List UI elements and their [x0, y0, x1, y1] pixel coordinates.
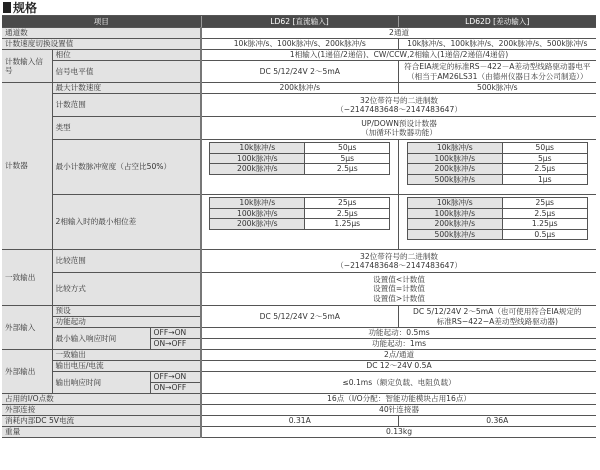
- row-count-range: 计数范围 32位带符号的二进制数 （−2147483648～2147483647）: [2, 94, 596, 117]
- square-bullet-icon: [3, 2, 11, 13]
- row-match-output: 外部输出 一致输出 2点/通道: [2, 350, 596, 361]
- row-in-resp-offon: 最小输入响应时间 OFF→ON 功能起动：0.5ms: [2, 328, 596, 339]
- row-weight: 重量 0.13kg: [2, 427, 596, 438]
- row-output-volt: 输出电压/电流 DC 12～24V 0.5A: [2, 361, 596, 372]
- row-max-speed: 计数器 最大计数速度 200k脉冲/s 500k脉冲/s: [2, 83, 596, 94]
- row-compare-method: 比较方式 设置值<计数值 设置值=计数值 设置值>计数值: [2, 273, 596, 306]
- min-phase-ld62-table: 10k脉冲/s 25μs 100k脉冲/s 2.5μs 200k脉冲/s 1.25μs: [209, 197, 390, 230]
- row-ext-conn: 外部连接 40针连接器: [2, 405, 596, 416]
- row-in-resp-onoff: ON→OFF 功能起动：1ms: [2, 339, 596, 350]
- min-phase-ld62d-table: 10k脉冲/s 25μs 100k脉冲/s 2.5μs 200k脉冲/s 1.25μs 500k脉冲/s 0.5μs: [407, 197, 588, 240]
- row-type: 类型 UP/DOWN预设计数器 （加循环计数器功能）: [2, 117, 596, 140]
- min-pulse-ld62-table: 10k脉冲/s 50μs 100k脉冲/s 5μs 200k脉冲/s 2.5μs: [209, 142, 390, 175]
- row-current: 消耗内部DC 5V电流 0.31A 0.36A: [2, 416, 596, 427]
- row-channels: 通道数 2通道: [2, 28, 596, 39]
- spec-table: [2, 15, 596, 438]
- row-out-resp-onoff: ON→OFF: [2, 383, 596, 394]
- header-row: [2, 16, 596, 28]
- header-item: 项目: [2, 16, 201, 28]
- row-out-resp-offon: 输出响应时间 OFF→ON ≤0.1ms（额定负载、电阻负载）: [2, 372, 596, 383]
- row-func-start: 功能起动: [2, 317, 596, 328]
- row-min-phase: 2相输入时的最小相位差 10k脉冲/s 25μs 100k脉冲/s 2.5μs 200k脉冲/s 1.25μs 10k脉冲/s 25μs 100k脉冲/s 2.5μs 200k脉冲/s 1.25μs 500k脉冲/s 0.5μs: [2, 195, 596, 250]
- header-ld62d: LD62D [差动输入]: [398, 16, 596, 28]
- row-compare-range: 一致输出 比较范围 32位带符号的二进制数 （−2147483648～2147483647）: [2, 250, 596, 273]
- row-speed-switch: 计数速度切换设置值 10k脉冲/s、100k脉冲/s、200k脉冲/s 10k脉冲/s、100k脉冲/s、200k脉冲/s、500k脉冲/s: [2, 39, 596, 50]
- row-signal-level: 信号电平值 DC 5/12/24V 2～5mA 符合EIA规定的标准RS－422－A差动型线路驱动器电平 （相当于AM26LS31（由德州仪器日本分公司制造））: [2, 61, 596, 83]
- row-min-pulse: 最小计数脉冲宽度（占空比50%） 10k脉冲/s 50μs 100k脉冲/s 5μs 200k脉冲/s 2.5μs 10k脉冲/s 50μs 100k脉冲/s 5μs 200k脉冲/s 2.5μs 500k脉冲/s 1μs: [2, 140, 596, 195]
- row-preset: 外部输入 预设 DC 5/12/24V 2～5mA DC 5/12/24V 2～5mA（也可使用符合EIA规定的 标准RS−422−A差动型线路驱动器): [2, 306, 596, 317]
- min-pulse-ld62d-table: 10k脉冲/s 50μs 100k脉冲/s 5μs 200k脉冲/s 2.5μs 500k脉冲/s 1μs: [407, 142, 588, 185]
- row-io-points: 占用的I/O点数 16点（I/O分配：智能功能模块占用16点）: [2, 394, 596, 405]
- header-ld62: LD62 [直流输入]: [201, 16, 398, 28]
- row-phase: 计数输入信号 相位 1相输入(1递倍/2递倍)、CW/CCW,2相输入(1递倍/2递倍/4递倍): [2, 50, 596, 61]
- section-title: 规格: [3, 1, 37, 15]
